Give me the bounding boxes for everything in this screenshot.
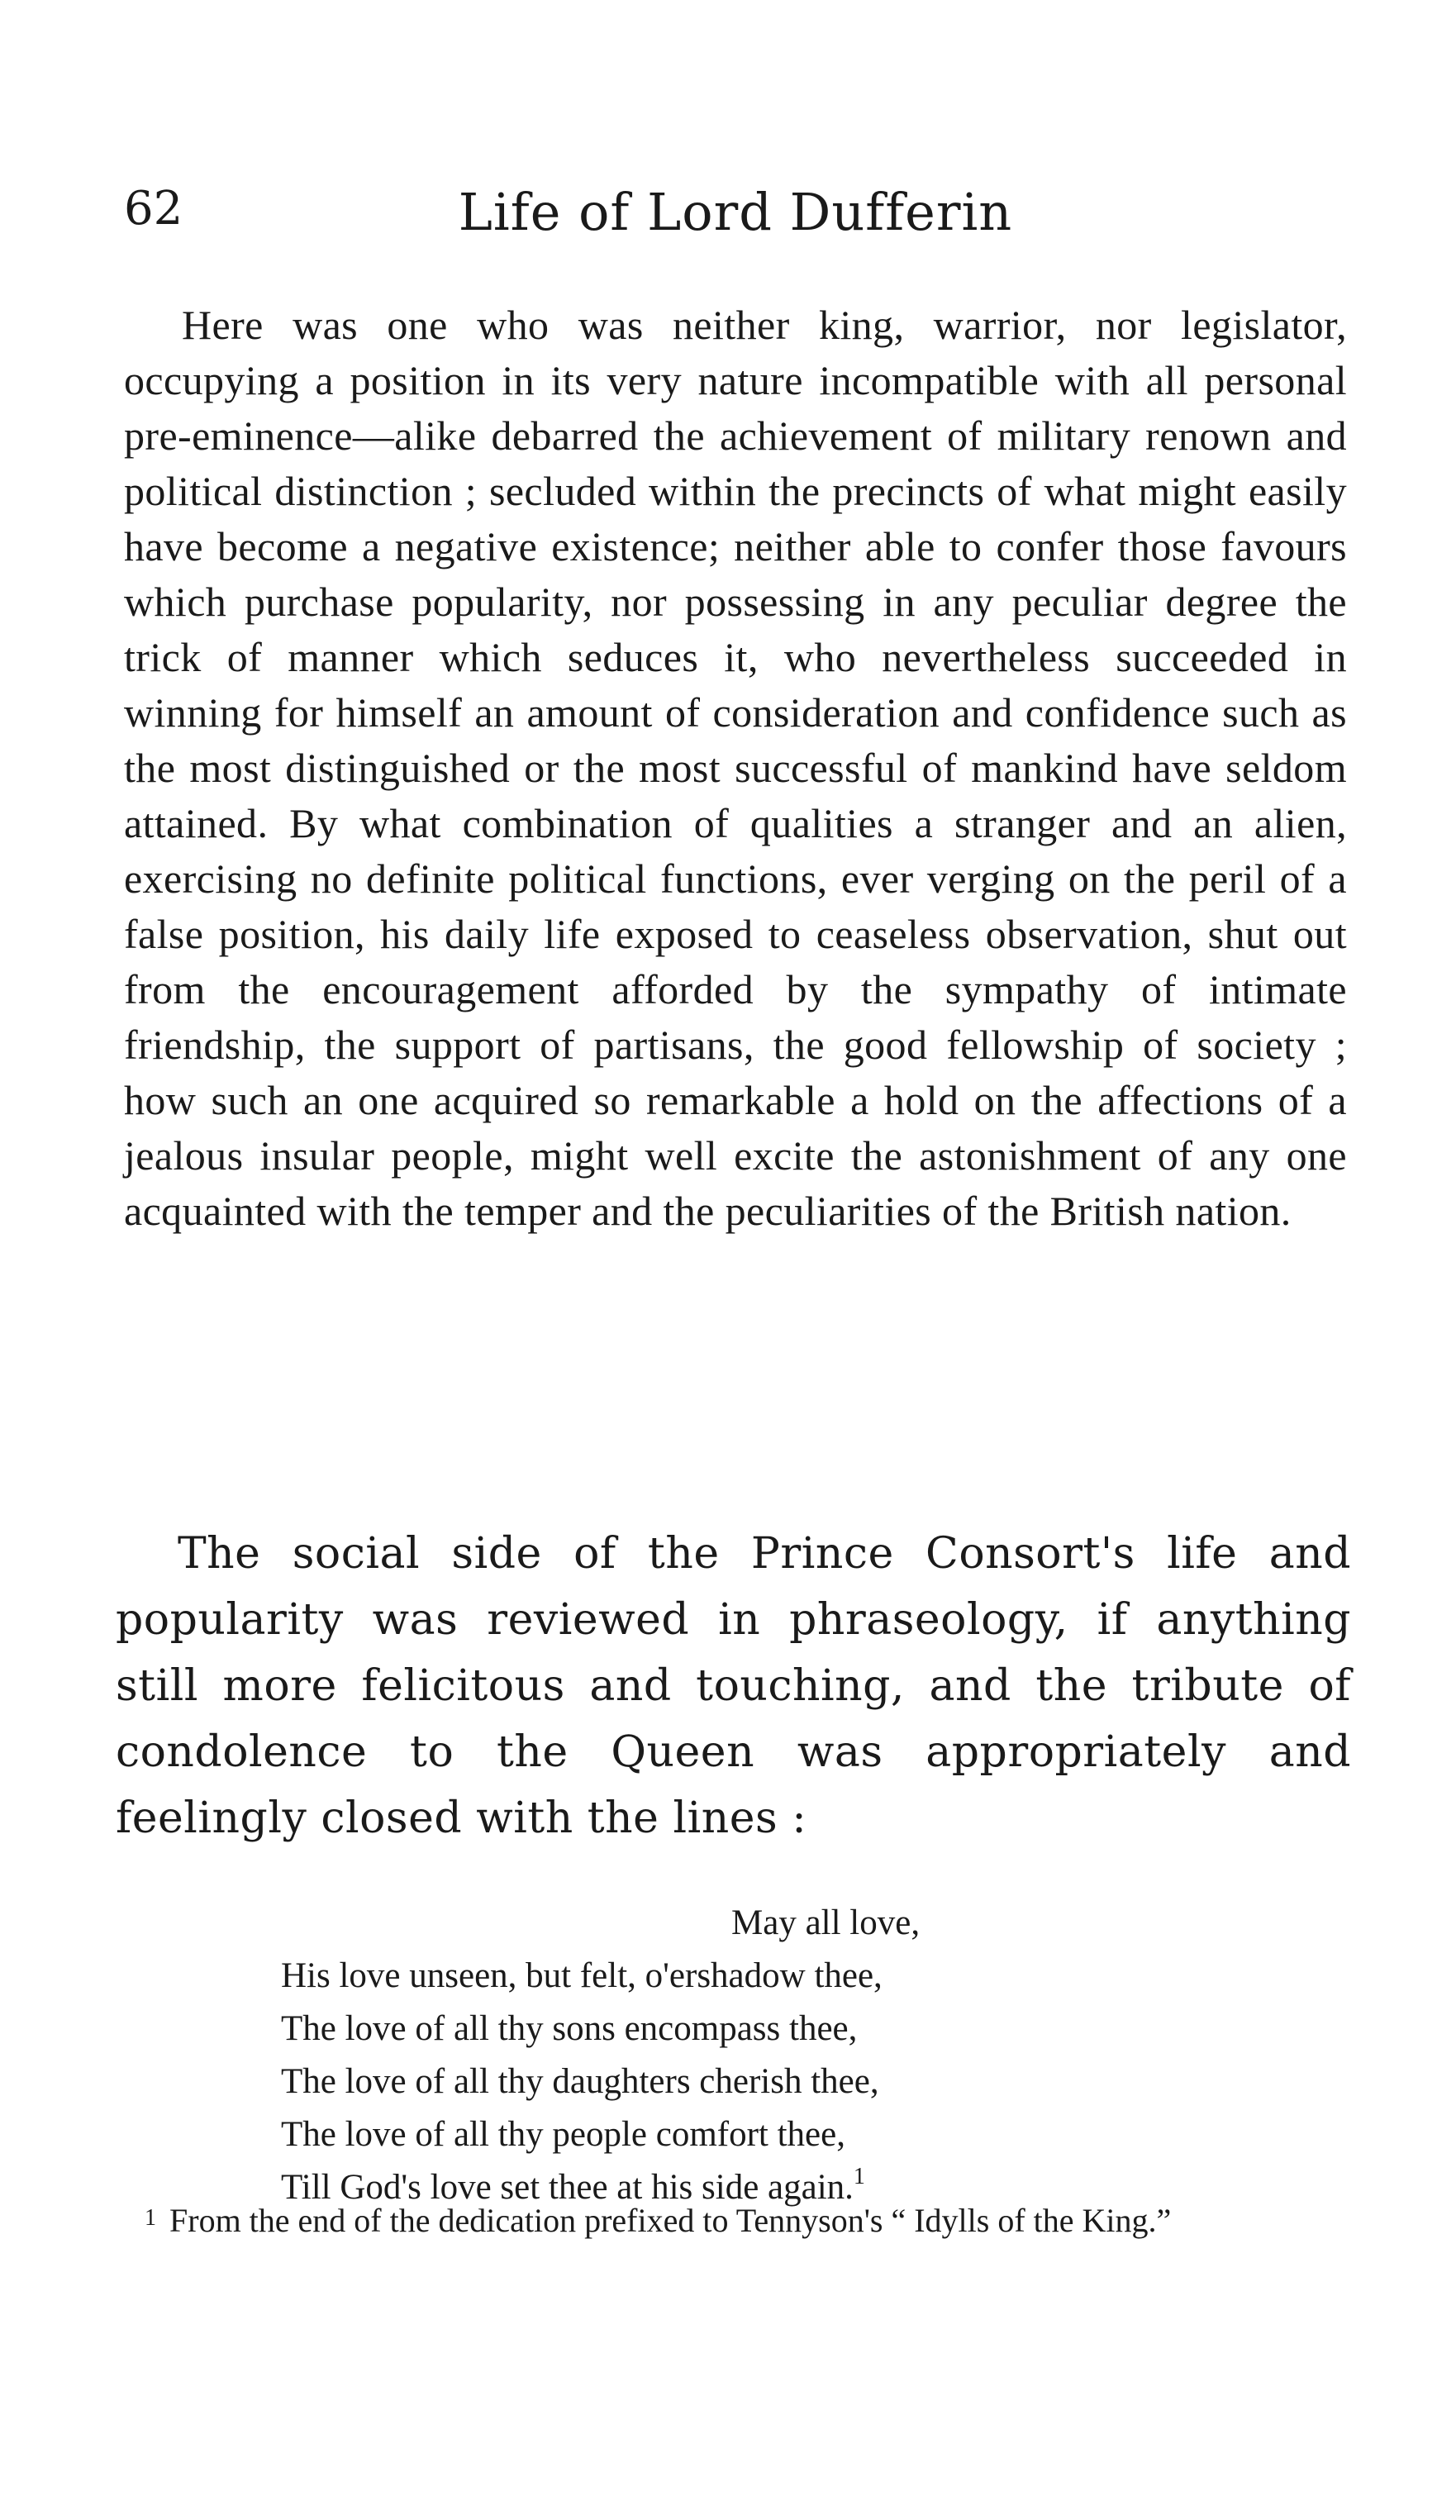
poem-line: The love of all thy people comfort thee,	[281, 2115, 845, 2154]
page-header	[124, 182, 1347, 248]
poem-line: May all love,	[731, 1903, 921, 1942]
poem-line: The love of all thy sons encompass thee,	[281, 2009, 858, 2048]
poem-line: His love unseen, but felt, o'ershadow thee,	[281, 1956, 883, 1995]
quoted-paragraph: Here was one who was neither king, warrior, nor legislator, occupying a position in its very nature incompatible with all personal pre-eminence—alike debarred the achievement of military renown and political distinction ; secluded within the precincts of what might easily have become a negative existence; neither able to confer those favours which purchase popularity, nor possessing in any peculiar degree the trick of manner which seduces it, who nevertheless succeeded in winning for himself an amount of consideration and confidence such as the most distinguished or the most successful of mankind have seldom attained. By what combination of qualities a stranger and an alien, exercising no definite political functions, ever verging on the peril of a false position, his daily life exposed to ceaseless observation, shut out from the encouragement afforded by the sympathy of intimate friendship, the support of partisans, the good fellowship of society ; how such an one acquired so remarkable a hold on the affections of a jealous insular people, might well excite the astonishment of any one acquainted with the temper and the peculiarities of the British nation.	[124, 302, 1347, 1234]
poem-quotation	[281, 1897, 1107, 2214]
footnote-marker: 1	[145, 2205, 156, 2231]
footnote-reference: 1	[853, 2164, 865, 2189]
body-paragraph: The social side of the Prince Consort's life and popularity was reviewed in phraseology, if anything still more felicitous and touching, and the tribute of condolence to the Queen was appropriately and feelingly closed with the lines :	[116, 1529, 1351, 1843]
running-head: Life of Lord Dufferin	[458, 182, 1013, 242]
footnote	[103, 2194, 1339, 2245]
footnote-text: From the end of the dedication prefixed to Tennyson's “ Idylls of the King.”	[169, 2202, 1172, 2239]
page-number: 62	[124, 182, 183, 236]
poem-line-text: Till God's love set thee at his side again.	[281, 2168, 854, 2207]
poem-line: The love of all thy daughters cherish thee,	[281, 2062, 879, 2101]
